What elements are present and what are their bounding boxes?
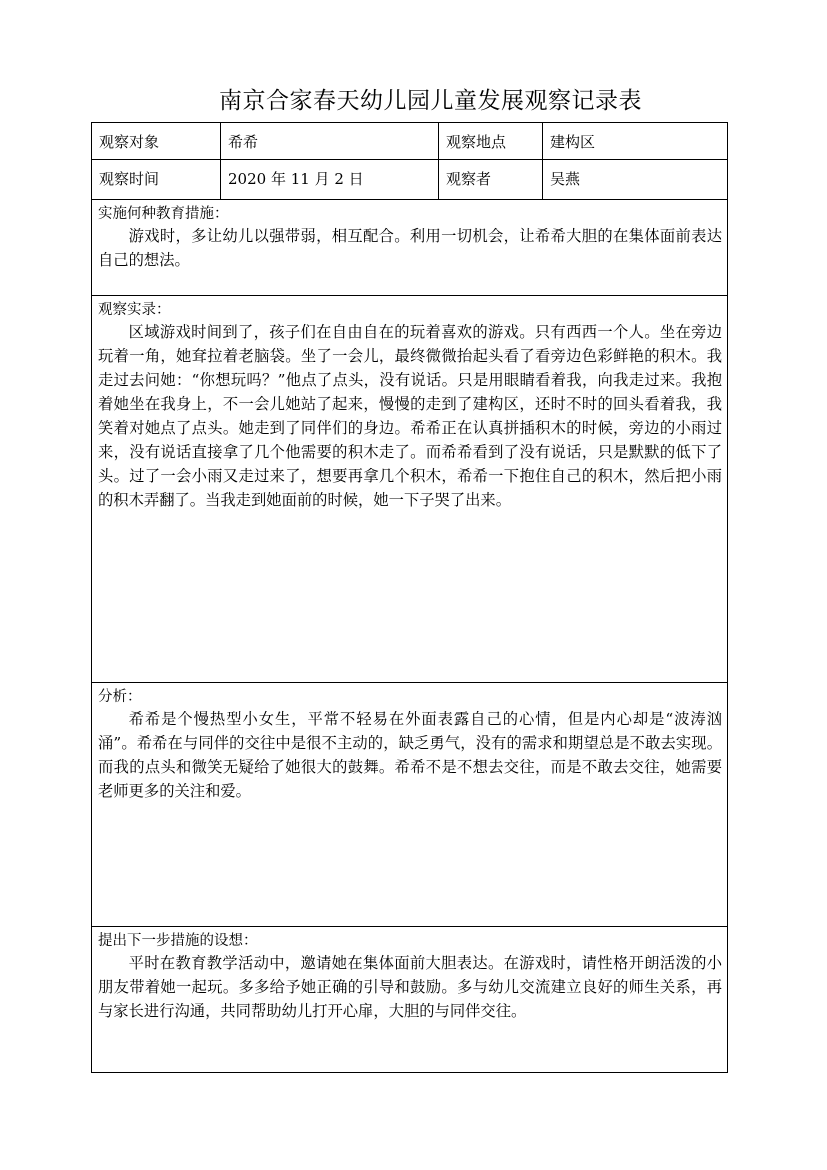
- analysis-heading: 分析：: [98, 689, 142, 705]
- next-steps-heading: 提出下一步措施的设想：: [98, 933, 258, 949]
- measures-section: [92, 200, 727, 296]
- label-cell: [92, 123, 220, 159]
- analysis-text: 希希是个慢热型小女生，平常不轻易在外面表露自己的心情，但是内心却是“波涛汹涌”。希希在与同伴的交往中是很不主动的，缺乏勇气，没有的需求和期望总是不敢去实现。而我的点头和微笑无疑给了她很大的鼓舞。希希不是不想去交往，而是不敢去交往，她需要老师更多的关注和爱。: [98, 710, 722, 800]
- observation-heading: 观察实录：: [98, 302, 171, 318]
- label-cell: [438, 123, 542, 159]
- measures-heading: 实施何种教育措施：: [98, 206, 229, 222]
- value-cell: [220, 123, 438, 159]
- measures-text: 游戏时，多让幼儿以强带弱，相互配合。利用一切机会，让希希大胆的在集体面前表达自己的想法。: [98, 227, 722, 269]
- observation-section: [92, 296, 727, 683]
- analysis-section: [92, 683, 727, 927]
- page-title: 南京合家春天幼儿园儿童发展观察记录表: [219, 88, 642, 114]
- next-steps-section: [92, 927, 727, 1072]
- observer-label: 观察者: [446, 170, 492, 188]
- value-cell: [220, 160, 438, 199]
- next-steps-text: 平时在教育教学活动中，邀请她在集体面前大胆表达。在游戏时，请性格开朗活泼的小朋友带着她一起玩。多多给予她正确的引导和鼓励。多与幼儿交流建立良好的师生关系，再与家长进行沟通，共同帮助幼儿打开心扉，大胆的与同伴交往。: [98, 954, 722, 1020]
- observer-value: 吴燕: [550, 170, 581, 188]
- location-value: 建构区: [550, 133, 596, 151]
- label-cell: [438, 160, 542, 199]
- subject-label: 观察对象: [99, 133, 160, 151]
- info-row-subject: [92, 123, 727, 160]
- info-row-time: [92, 160, 727, 200]
- observation-record-table: [91, 122, 728, 1073]
- label-cell: [92, 160, 220, 199]
- subject-value: 希希: [228, 133, 259, 151]
- value-cell: [542, 123, 727, 159]
- time-value: 2020 年 11 月 2 日: [228, 170, 364, 188]
- value-cell: [542, 160, 727, 199]
- time-label: 观察时间: [99, 170, 160, 188]
- observation-text: 区域游戏时间到了，孩子们在自由自在的玩着喜欢的游戏。只有西西一个人。坐在旁边玩着一角，她耷拉着老脑袋。坐了一会儿，最终微微抬起头看了看旁边色彩鲜艳的积木。我走过去问她：“你想玩吗？”他点了点头，没有说话。只是用眼睛看着我，向我走过来。我抱着她坐在我身上，不一会儿她站了起来，慢慢的走到了建构区，还时不时的回头看着我，我笑着对她点了点头。她走到了同伴们的身边。希希正在认真拼插积木的时候，旁边的小雨过来，没有说话直接拿了几个他需要的积木走了。而希希看到了没有说话，只是默默的低下了头。过了一会小雨又走过来了，想要再拿几个积木，希希一下抱住自己的积木，然后把小雨的积木弄翻了。当我走到她面前的时候，她一下子哭了出来。: [98, 323, 722, 509]
- location-label: 观察地点: [446, 133, 507, 151]
